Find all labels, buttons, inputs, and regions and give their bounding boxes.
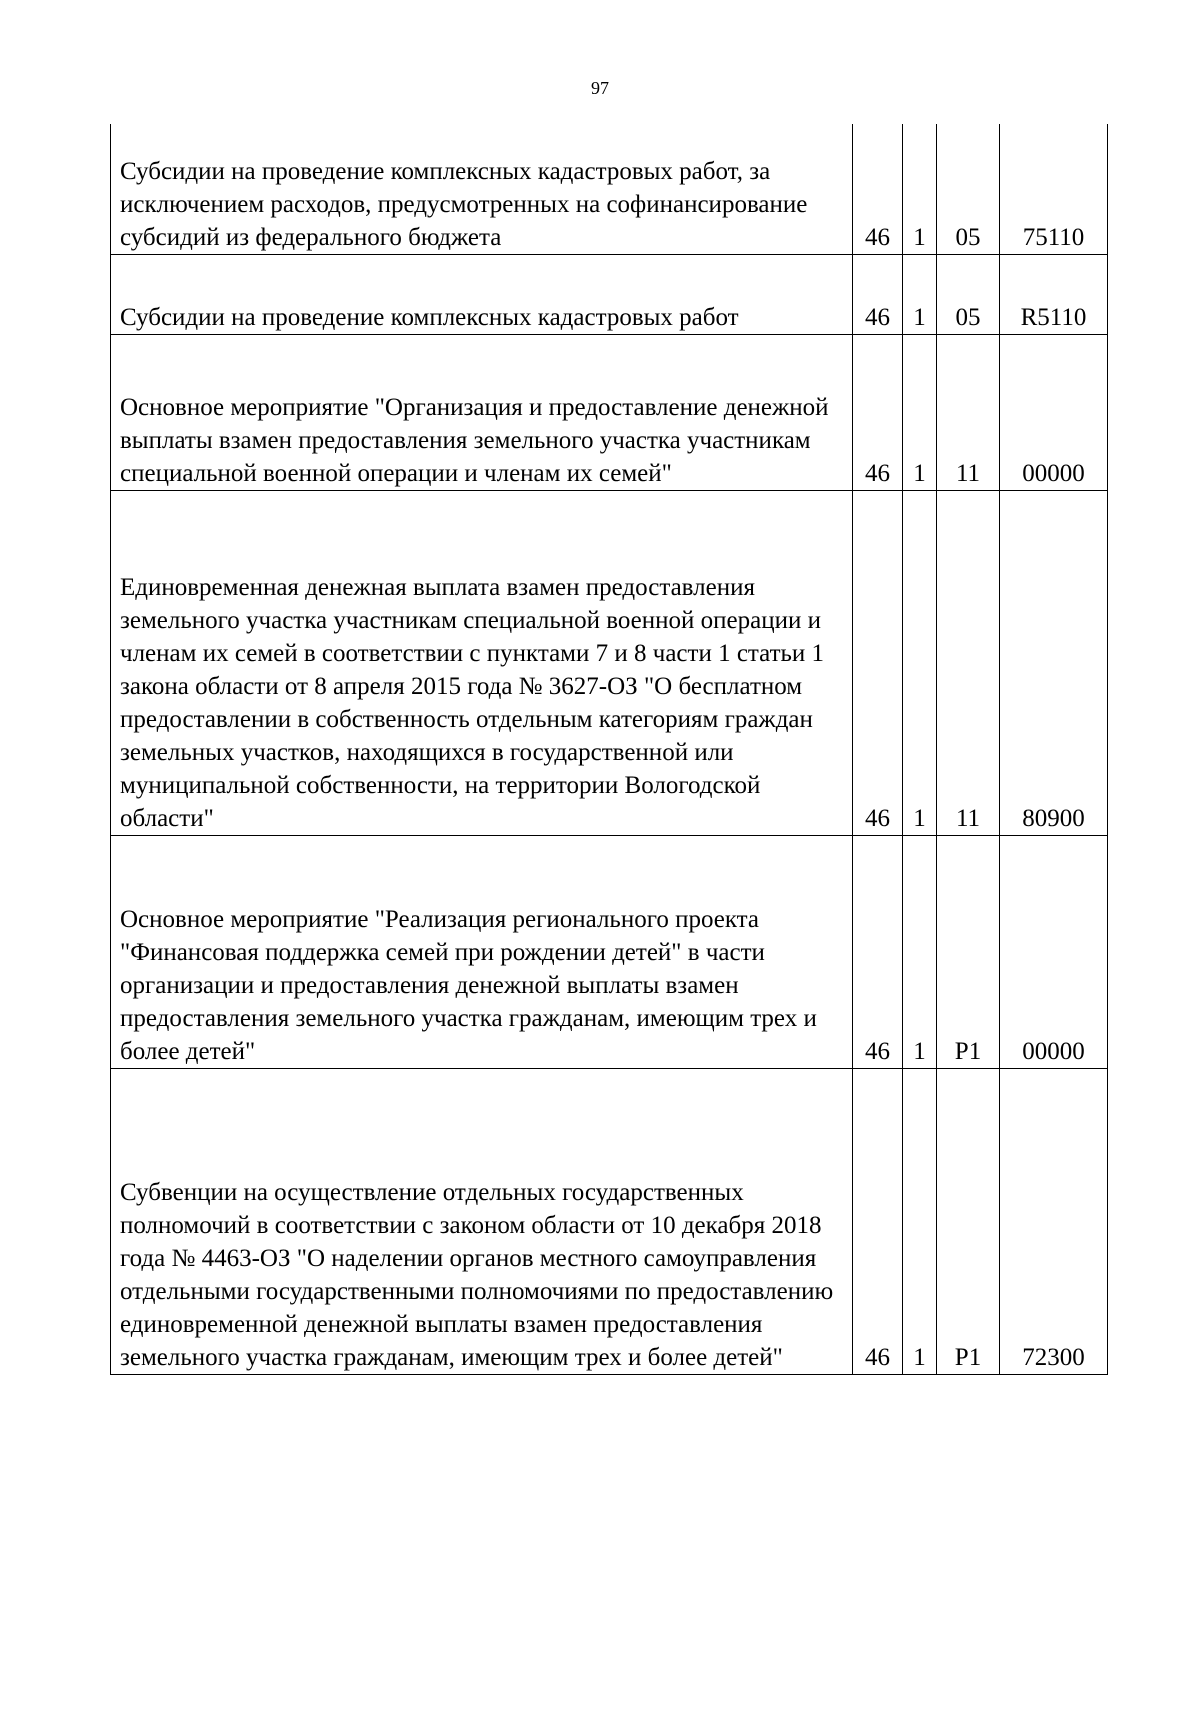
table-row xyxy=(111,490,1108,835)
cell-ministry-code: 46 xyxy=(853,334,903,490)
cell-subprogram-code: 05 xyxy=(937,254,1000,334)
table-row xyxy=(111,334,1108,490)
page-number: 97 xyxy=(591,78,609,98)
budget-classification-table xyxy=(110,124,1108,1375)
cell-program-code: 1 xyxy=(903,254,937,334)
cell-ministry-code: 46 xyxy=(853,1068,903,1374)
row-description: Основное мероприятие "Организация и предоставление денежной выплаты взамен предоставления земельного участка участникам специальной военной операции и членам их семей" xyxy=(111,334,853,490)
table-row xyxy=(111,124,1108,254)
cell-program-code: 1 xyxy=(903,490,937,835)
cell-expense-code: R5110 xyxy=(1000,254,1108,334)
cell-subprogram-code: P1 xyxy=(937,1068,1000,1374)
cell-program-code: 1 xyxy=(903,124,937,254)
table-row xyxy=(111,835,1108,1068)
cell-expense-code: 80900 xyxy=(1000,490,1108,835)
row-description: Субвенции на осуществление отдельных государственных полномочий в соответствии с законом области от 10 декабря 2018 года № 4463-ОЗ "О наделении органов местного самоуправления отдельными государственными полномочиями по предоставлению единовременной денежной выплаты взамен предоставления земельного участка гражданам, имеющим трех и более детей" xyxy=(111,1068,853,1374)
row-description: Основное мероприятие "Реализация регионального проекта "Финансовая поддержка семей при рождении детей" в части организации и предоставления денежной выплаты взамен предоставления земельного участка гражданам, имеющим трех и более детей" xyxy=(111,835,853,1068)
cell-subprogram-code: 11 xyxy=(937,334,1000,490)
cell-ministry-code: 46 xyxy=(853,490,903,835)
row-description: Субсидии на проведение комплексных кадастровых работ, за исключением расходов, предусмотренных на софинансирование субсидий из федерального бюджета xyxy=(111,124,853,254)
cell-ministry-code: 46 xyxy=(853,124,903,254)
cell-program-code: 1 xyxy=(903,1068,937,1374)
table-row xyxy=(111,1068,1108,1374)
cell-expense-code: 72300 xyxy=(1000,1068,1108,1374)
cell-subprogram-code: 11 xyxy=(937,490,1000,835)
cell-ministry-code: 46 xyxy=(853,835,903,1068)
cell-expense-code: 00000 xyxy=(1000,334,1108,490)
cell-program-code: 1 xyxy=(903,835,937,1068)
table-row xyxy=(111,254,1108,334)
cell-ministry-code: 46 xyxy=(853,254,903,334)
cell-subprogram-code: P1 xyxy=(937,835,1000,1068)
cell-program-code: 1 xyxy=(903,334,937,490)
row-description: Субсидии на проведение комплексных кадастровых работ xyxy=(111,254,853,334)
row-description: Единовременная денежная выплата взамен предоставления земельного участка участникам специальной военной операции и членам их семей в соответствии с пунктами 7 и 8 части 1 статьи 1 закона области от 8 апреля 2015 года № 3627-ОЗ "О бесплатном предоставлении в собственность отдельным категориям граждан земельных участков, находящихся в государственной или муниципальной собственности, на территории Вологодской области" xyxy=(111,490,853,835)
cell-subprogram-code: 05 xyxy=(937,124,1000,254)
cell-expense-code: 75110 xyxy=(1000,124,1108,254)
cell-expense-code: 00000 xyxy=(1000,835,1108,1068)
